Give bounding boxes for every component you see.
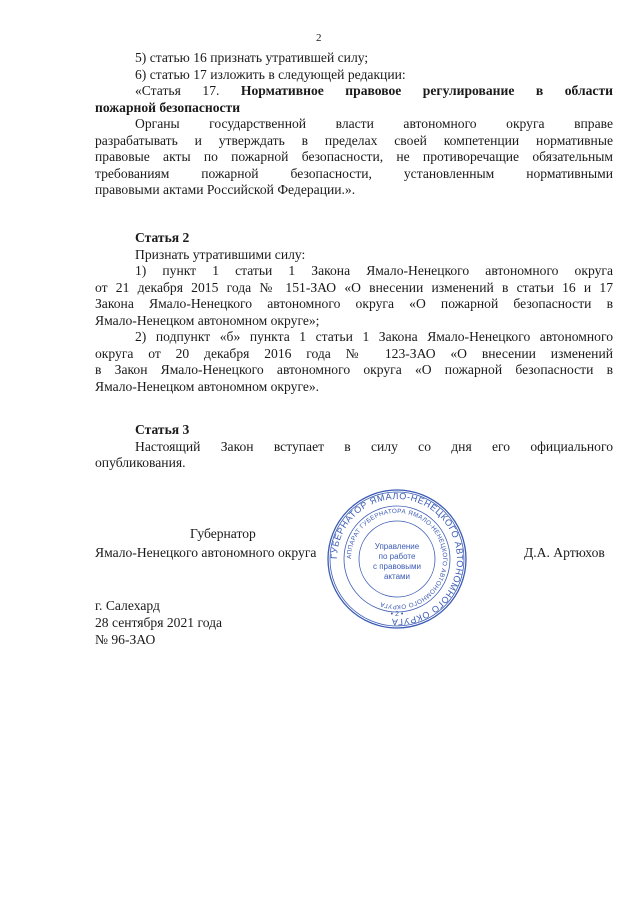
article-3-heading: Статья 3: [135, 422, 190, 437]
stamp-center-line2: по работе: [378, 552, 416, 561]
amendment-items: [95, 50, 613, 199]
article-3: [95, 422, 613, 472]
article-2-p2-line2: округа от 20 декабря 2016 года № 123-ЗАО «О внесении изменений: [95, 345, 613, 361]
footer-city: г. Салехард: [95, 598, 160, 613]
article-2-p1-line1: 1) пункт 1 статьи 1 Закона Ямало-Ненецкого автономного округа: [135, 263, 613, 278]
article-2-p1-line4: Ямало-Ненецком автономном округе»;: [95, 312, 320, 328]
article-17-body-line5: правовыми актами Российской Федерации.».: [95, 182, 356, 197]
official-stamp: [326, 488, 468, 630]
article-3-body-line1: Настоящий Закон вступает в силу со дня его официального: [135, 438, 613, 454]
stamp-seal-icon: [326, 488, 468, 630]
signature-org: Ямало-Ненецкого автономного округа: [95, 545, 317, 560]
article-2: [95, 230, 613, 395]
stamp-center-line4: актами: [383, 572, 411, 581]
article-17-body-line2: разрабатывать и утверждать в пределах своей компетенции нормативные: [95, 132, 613, 148]
article-2-intro: Признать утратившими силу:: [135, 246, 306, 262]
article-2-p2-line1: 2) подпункт «б» пункта 1 статьи 1 Закона Ямало-Ненецкого автономного: [135, 329, 613, 344]
item-6: 6) статью 17 изложить в следующей редакции:: [135, 66, 406, 82]
article-2-p1-line2: от 21 декабря 2015 года № 151-ЗАО «О внесении изменений в статьи 16 и 17: [95, 279, 613, 295]
article-17-body-line1: Органы государственной власти автономного округа вправе: [135, 116, 613, 131]
article-2-heading: Статья 2: [135, 230, 190, 245]
signature-name: Д.А. Артюхов: [524, 545, 605, 560]
item-5: 5) статью 16 признать утратившей силу;: [135, 50, 369, 65]
article-17-heading-line1: «Статья 17. Нормативное правовое регулирование в области: [135, 83, 613, 98]
footer-date: 28 сентября 2021 года: [95, 615, 223, 630]
article-2-p1-line3: Закона Ямало-Ненецкого автономного округа «О пожарной безопасности в: [95, 296, 613, 311]
article-2-p2-line4: Ямало-Ненецком автономном округе».: [95, 378, 320, 394]
stamp-center-line3: с правовыми: [372, 562, 422, 571]
page-number: 2: [316, 32, 322, 44]
signature-title: Губернатор: [190, 526, 256, 541]
stamp-center-line1: Управление: [374, 542, 420, 551]
stamp-inner-text: АППАРАТ ГУБЕРНАТОРА ЯМАЛО-НЕНЕЦКОГО АВТОНОМНОГО ОКРУГА: [345, 507, 449, 611]
article-17-body-line4: требованиям пожарной безопасности, установленным нормативными: [95, 165, 613, 181]
article-17-heading-line2: пожарной безопасности: [95, 99, 241, 115]
footer-number: № 96-ЗАО: [95, 632, 156, 647]
article-3-body-line2: опубликования.: [95, 455, 186, 470]
article-17-body-line3: правовые акты по пожарной безопасности, не противоречащие обязательным: [95, 149, 613, 164]
stamp-bottom-mark: • 2 •: [390, 611, 404, 618]
stamp-outer-text: ГУБЕРНАТОР ЯМАЛО-НЕНЕЦКОГО АВТОНОМНОГО ОКРУГА: [328, 490, 466, 628]
article-2-p2-line3: в Закон Ямало-Ненецкого автономного округа «О пожарной безопасности в: [95, 362, 613, 377]
